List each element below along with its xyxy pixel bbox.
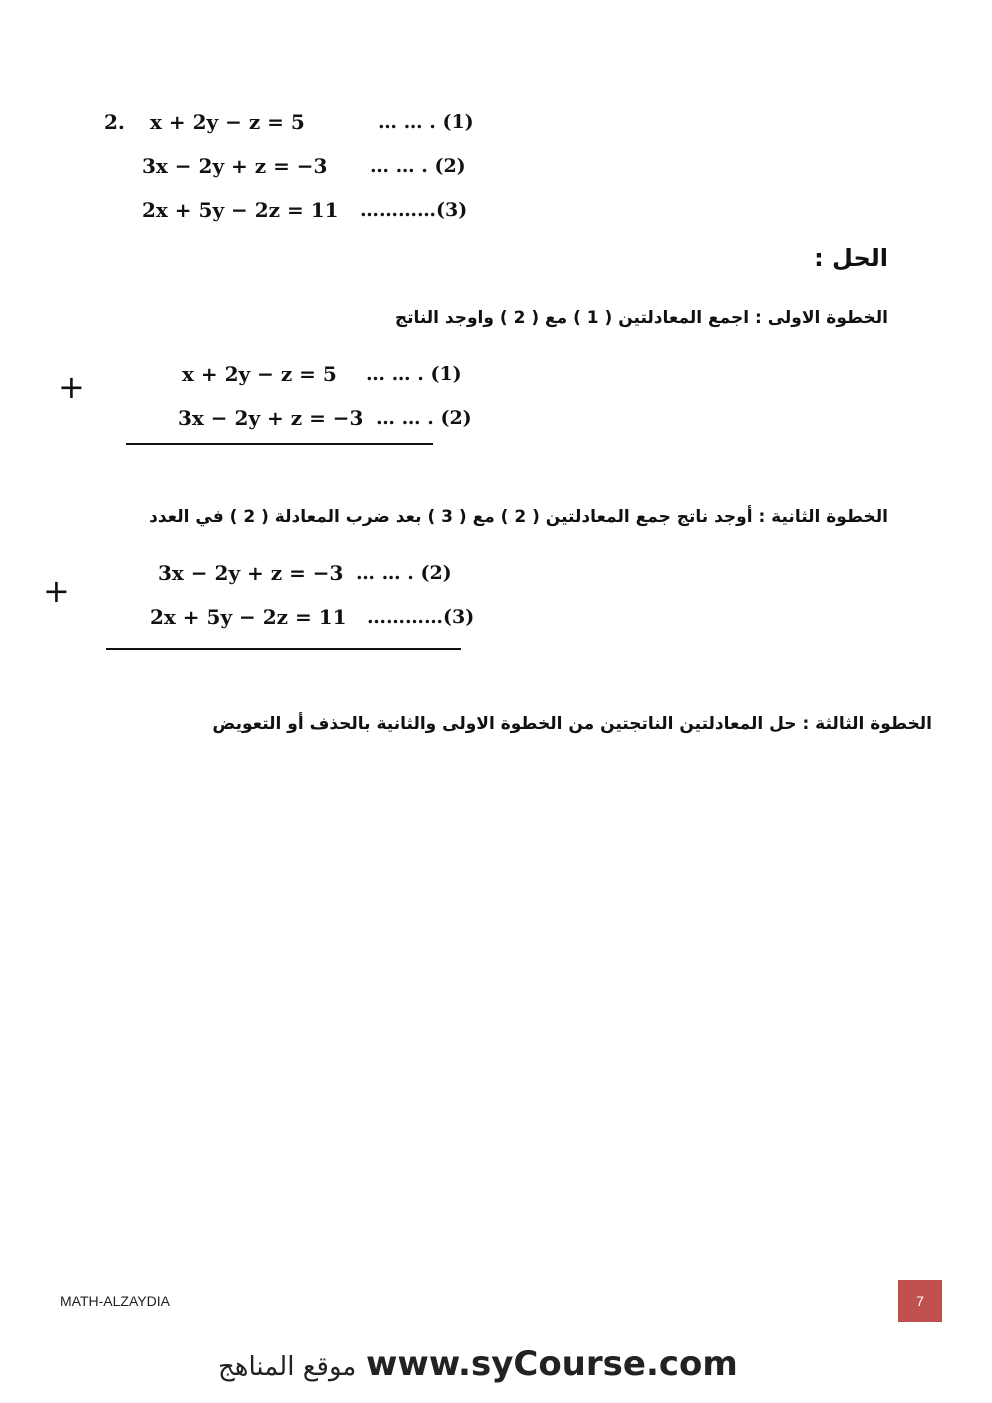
step-2-equation-b: 2x + 5y − 2z = 11 xyxy=(150,605,347,629)
step-3-text: الخطوة الثالثة : حل المعادلتين الناتجتين من الخطوة الاولى والثانية بالحذف أو التعويض xyxy=(212,714,932,734)
footer-label: MATH-ALZAYDIA xyxy=(60,1293,170,1309)
solution-heading: الحل : xyxy=(814,244,888,272)
page-number-badge: 7 xyxy=(898,1280,942,1322)
problem-number: 2. xyxy=(104,110,125,134)
step-1-equation-a: x + 2y − z = 5 xyxy=(182,362,337,386)
plus-sign-1: + xyxy=(58,368,85,406)
step-2-equation-b-ref: …………(3) xyxy=(367,606,475,628)
equation-3: 2x + 5y − 2z = 11 xyxy=(142,198,339,222)
step-2-equation-a: 3x − 2y + z = −3 xyxy=(158,561,344,585)
plus-sign-2: + xyxy=(43,572,70,610)
equation-2-ref: … … . (2) xyxy=(370,155,466,177)
watermark-arabic: موقع المناهج xyxy=(218,1352,357,1382)
equation-2: 3x − 2y + z = −3 xyxy=(142,154,328,178)
step-2-sum-line xyxy=(106,648,461,650)
watermark-url: www.syCourse.com xyxy=(366,1344,738,1384)
step-1-equation-b-ref: … … . (2) xyxy=(376,407,472,429)
step-1-sum-line xyxy=(126,443,433,445)
step-2-equation-a-ref: … … . (2) xyxy=(356,562,452,584)
step-2-text: الخطوة الثانية : أوجد ناتج جمع المعادلتين ( 2 ) مع ( 3 ) بعد ضرب المعادلة ( 2 ) في العدد xyxy=(149,507,888,527)
step-1-equation-b: 3x − 2y + z = −3 xyxy=(178,406,364,430)
equation-1: x + 2y − z = 5 xyxy=(150,110,305,134)
step-1-text: الخطوة الاولى : اجمع المعادلتين ( 1 ) مع ( 2 ) واوجد الناتج xyxy=(394,308,888,328)
equation-3-ref: …………(3) xyxy=(360,199,468,221)
equation-1-ref: … … . (1) xyxy=(378,111,474,133)
step-1-equation-a-ref: … … . (1) xyxy=(366,363,462,385)
